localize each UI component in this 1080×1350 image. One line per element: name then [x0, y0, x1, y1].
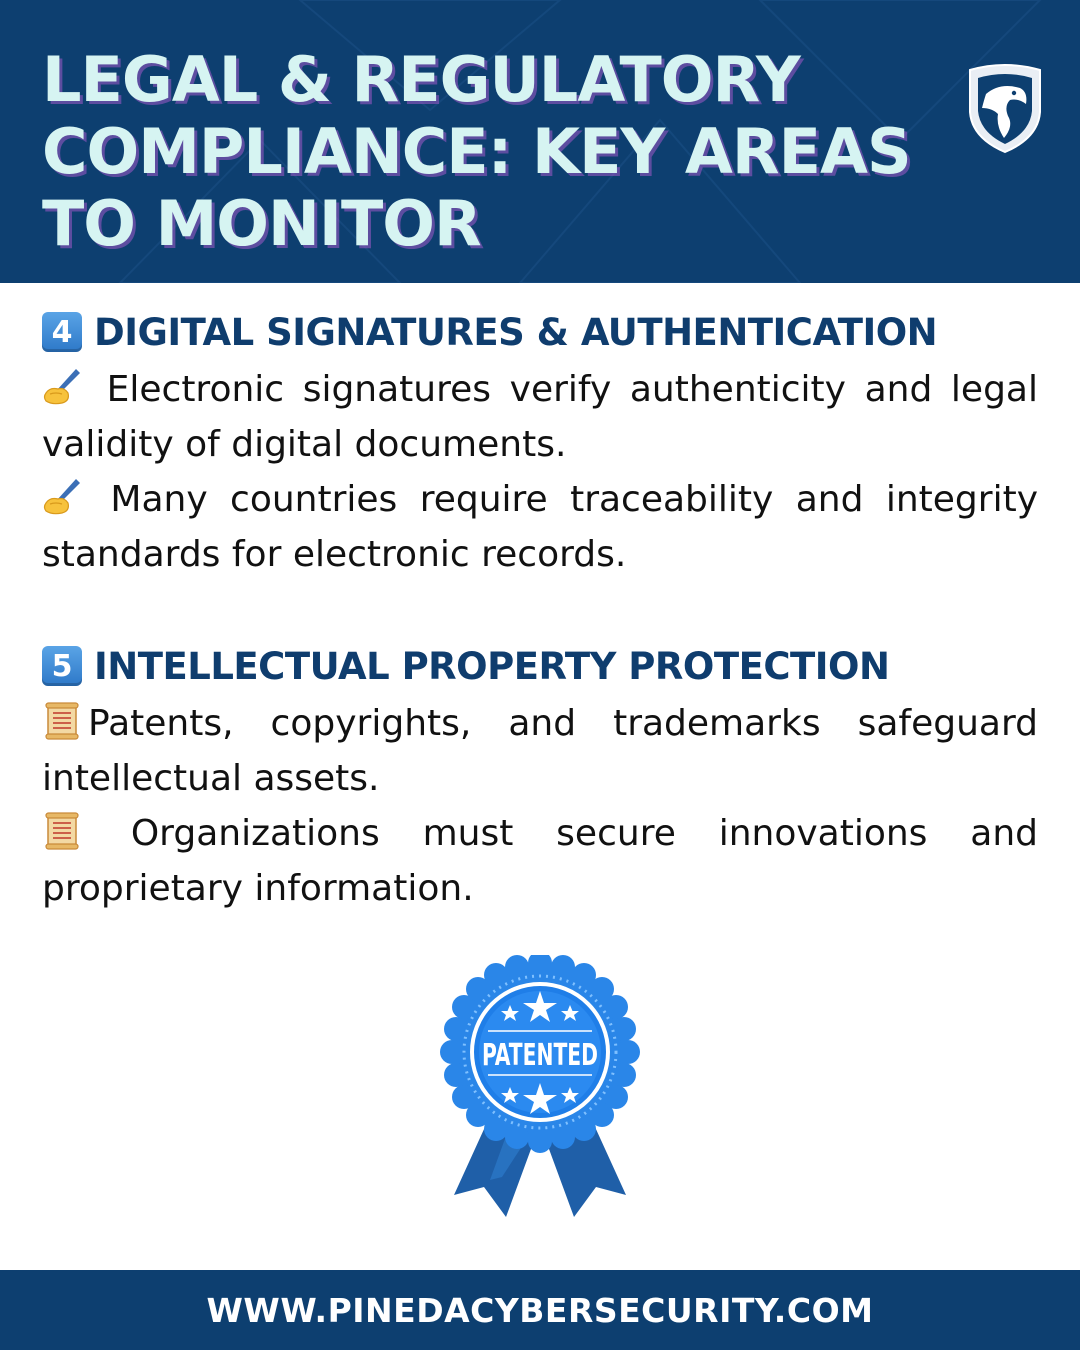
footer-bar	[0, 1270, 1080, 1350]
bullet-text: Organizations must secure innovations and proprietary information.	[42, 813, 1038, 909]
scroll-icon	[42, 701, 88, 741]
section-intellectual-property	[42, 640, 1038, 916]
header-banner	[0, 0, 1080, 283]
section-heading	[42, 306, 1038, 358]
title-line-1: LEGAL & REGULATORY	[42, 43, 800, 116]
section-digital-signatures	[42, 306, 1038, 582]
number-keycap-5: 5	[42, 646, 82, 686]
bullet-item	[42, 472, 1038, 582]
bullet-text: Electronic signatures verify authenticity and legal validity of digital documents.	[42, 369, 1038, 465]
patented-ribbon-badge-icon	[440, 955, 640, 1220]
page-title	[42, 44, 942, 260]
bullet-item	[42, 696, 1038, 806]
writing-hand-icon	[42, 477, 88, 517]
website-link[interactable]: WWW.PINEDACYBERSECURITY.COM	[206, 1290, 874, 1330]
title-line-2: COMPLIANCE: KEY AREAS	[42, 115, 911, 188]
section-heading	[42, 640, 1038, 692]
eagle-shield-logo-icon	[964, 64, 1046, 154]
writing-hand-icon	[42, 367, 88, 407]
bullet-item	[42, 362, 1038, 472]
number-keycap-4: 4	[42, 312, 82, 352]
bullet-text: Patents, copyrights, and trademarks safeguard intellectual assets.	[42, 703, 1038, 799]
bullet-item	[42, 806, 1038, 916]
title-line-3: TO MONITOR	[42, 187, 481, 260]
section-title: INTELLECTUAL PROPERTY PROTECTION	[94, 644, 890, 688]
badge-label: PATENTED	[482, 1038, 598, 1073]
bullet-text: Many countries require traceability and integrity standards for electronic records.	[42, 479, 1039, 575]
scroll-icon	[42, 811, 88, 851]
section-title: DIGITAL SIGNATURES & AUTHENTICATION	[94, 310, 938, 354]
